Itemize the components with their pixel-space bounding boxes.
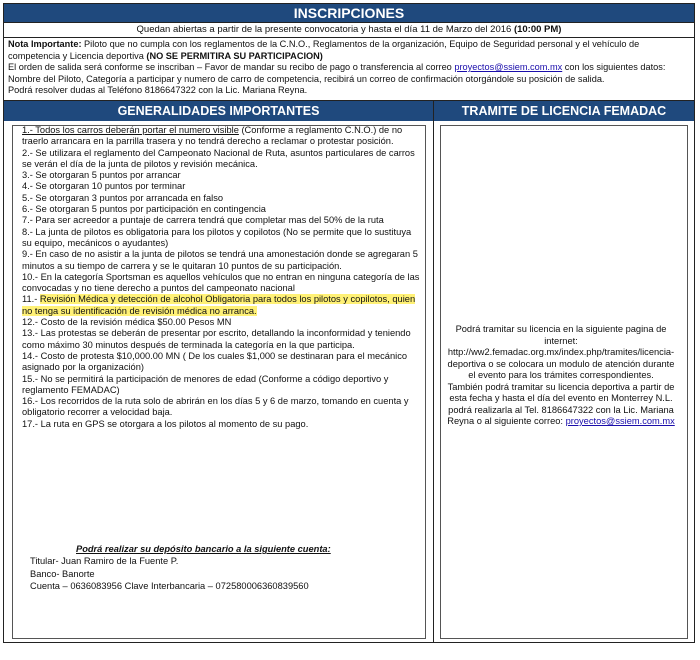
rule-3: 3.- Se otorgaran 5 puntos por arrancar [22, 170, 181, 181]
rule-4: 4.- Se otorgaran 10 puntos por terminar [22, 181, 186, 192]
important-note [4, 38, 694, 100]
bank-account: Cuenta – 0636083956 Clave Interbancaria – 072580006360839560 [30, 581, 309, 592]
rule-9: 9.- En caso de no asistir a la junta de pilotos se tendrá una amonestación donde se agregaran 5 minutos a su tiempo de carrera y se le quitaran 10 puntos de su participación. [22, 249, 418, 271]
note-line2b: con los siguientes datos: Nombre del Piloto, Categoría a participar y numero de carro de competencia, recibirá un correo de confirmación otorgándole su posición de salida. [8, 62, 666, 84]
rule-7: 7.- Para ser acreedor a puntaje de carrera tendrá que completar mas del 50% de la ruta [22, 215, 384, 226]
rule-5: 5.- Se otorgaran 3 puntos por arrancada en falso [22, 192, 224, 203]
bank-name: Banco- Banorte [30, 568, 95, 579]
deadline-time: (10:00 PM) [513, 24, 562, 35]
note-line2a: El orden de salida será conforme se inscriban – Favor de mandar su recibo de pago o transferencia al correo [8, 62, 455, 73]
rule-11 [22, 294, 422, 317]
note-line3: Podrá resolver dudas al Teléfono 8186647322 con la Lic. Mariana Reyna. [8, 85, 308, 96]
bank-title: Podrá realizar su depósito bancario a la siguiente cuenta: [76, 544, 331, 554]
license-p1: Podrá tramitar su licencia en la siguiente pagina de internet: [455, 324, 667, 346]
license-p3 [444, 382, 678, 428]
rule-15: 15.- No se permitirá la participación de menores de edad (Conforme a código deportivo y reglamento FEMADAC) [22, 373, 389, 395]
rule-10: 10.- En la categoría Sportsman es aquellos vehículos que no entran en ninguna categoría de las convocadas y no tiene derecho a puntos del campeonato nacional [22, 271, 420, 294]
bank-deposit-info [30, 543, 410, 593]
generalidades-header: GENERALIDADES IMPORTANTES [4, 100, 433, 121]
note-line1: Piloto que no cumpla con los reglamentos de la C.N.O., Reglamentos de la organización, Equipo de Seguridad personal y el vehículo de competencia y Licencia deportiva [8, 39, 640, 61]
license-info [444, 324, 678, 428]
note-label: Nota Importante: [8, 39, 82, 49]
license-p3-text: También podrá tramitar su licencia deportiva a partir de esta fecha y hasta el día del evento en Monterrey N.L. podrá realizarla al Tel. 8186647322 con la Lic. Mariana Reyna o al siguiente correo: [447, 381, 675, 426]
inscripciones-title: INSCRIPCIONES [4, 4, 694, 22]
rule-14: 14.- Costo de protesta $10,000.00 MN ( De los cuales $1,000 se destinaran para el mecánico asignado por la organización) [22, 350, 408, 373]
licencia-header: TRAMITE DE LICENCIA FEMADAC [434, 100, 694, 121]
license-url: http://ww2.femadac.org.mx/index.php/tramites/licencia-deportiva o se colocara un modulo de atención durante el evento para los trámites correspondientes. [447, 347, 675, 380]
rule-6: 6.- Se otorgaran 5 puntos por participación en contingencia [22, 204, 266, 215]
rule-11-num: 11.- [22, 294, 40, 305]
license-email-link[interactable]: proyectos@ssiem.com.mx [565, 416, 675, 426]
rule-2: 2.- Se utilizara el reglamento del Campeonato Nacional de Ruta, asuntos particulares de carros se verán el día de la junta de pilotos y revisión mecánica. [22, 147, 415, 169]
rule-16: 16.- Los recorridos de la ruta solo de abrirán en los días 5 y 6 de marzo, tomando en cuenta y obligatorio recorrer a velocidad baja. [22, 396, 409, 418]
note-email-link[interactable]: proyectos@ssiem.com.mx [454, 62, 563, 73]
rule-13: 13.- Las protestas se deberán de presentar por escrito, detallando la inconformidad y teniendo como máximo 30 minutos después de terminada la categoría en la que participa. [22, 328, 411, 350]
rule-12: 12.- Costo de la revisión médica $50.00 Pesos MN [22, 317, 232, 328]
rules-list [22, 125, 422, 430]
rule-1 [22, 125, 422, 148]
rule-8: 8.- La junta de pilotos es obligatoria para los pilotos y copilotos (No se permite que lo sustituya su equipo, mecánicos o ayudantes) [22, 226, 412, 248]
rule-1-text: (Conforme a reglamento C.N.O.) de no traerlo arrancara en la parrilla trasera y no tendrá derecho a reclamar o protestar posición. [22, 125, 403, 147]
deadline-text: Quedan abiertas a partir de la presente convocatoria y hasta el día 11 de Marzo del 2016 [136, 24, 514, 35]
note-line1-bold: (NO SE PERMITIRA SU PARTICIPACION) [146, 50, 323, 61]
bank-holder: Titular- Juan Ramiro de la Fuente P. [30, 556, 179, 567]
rule-17: 17.- La ruta en GPS se otorgara a los pilotos al momento de su pago. [22, 418, 309, 429]
rule-1-title: 1.- Todos los carros deberán portar el numero visible [22, 125, 239, 135]
rule-11-highlight: Revisión Médica y detección de alcohol Obligatoria para todos los pilotos y copilotos, quien no tenga su identificación de revisión médica no arranca. [22, 294, 416, 316]
deadline-line [4, 22, 694, 38]
